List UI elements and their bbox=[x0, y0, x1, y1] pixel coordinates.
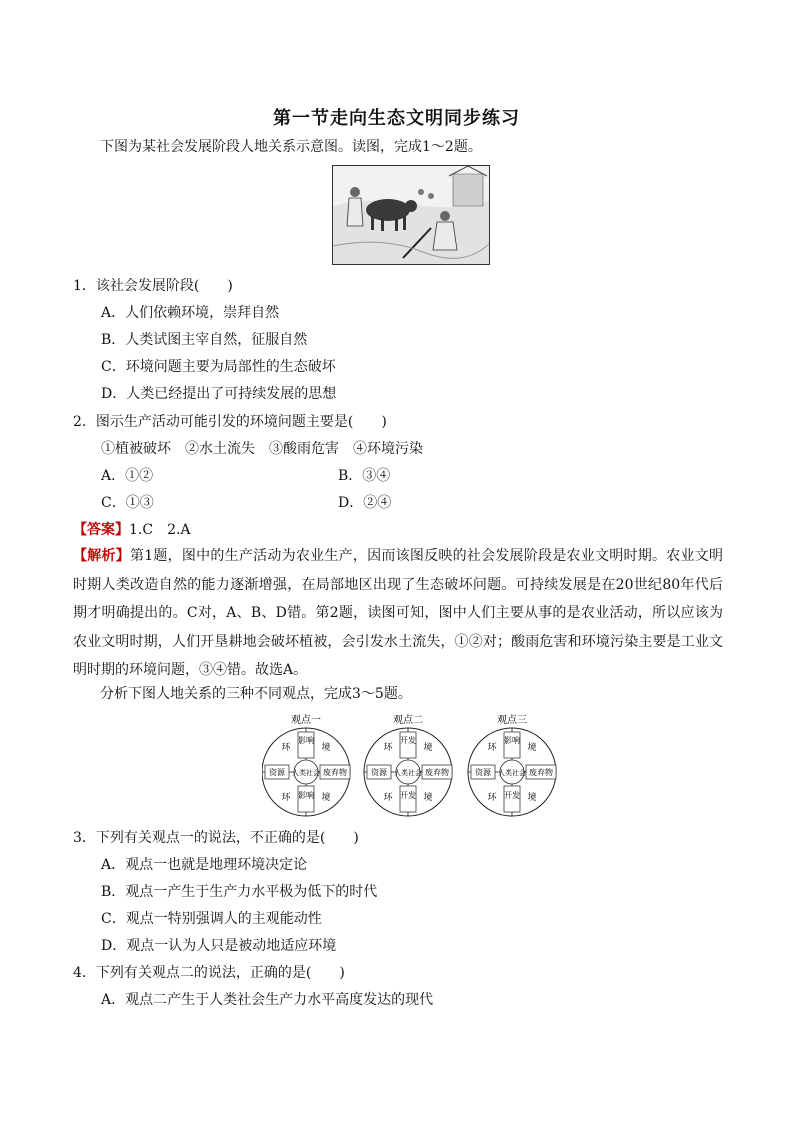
intro-2-text: 分析下图人地关系的三种不同观点，完成3～5题。 bbox=[100, 686, 412, 702]
analysis-text: 第1题，图中的生产活动为农业生产，因而该图反映的社会发展阶段是农业文明时期。农业文明时期人类改造自然的能力逐渐增强，在局部地区出现了生态破坏问题。可持续发展是在20世纪80年代后期才明确提出的。C对，A、B、D错。第2题，读图可知，图中人们主要从事的是农业活动，所以应该为农业文明时期，人们开垦耕地会破坏植被，会引发水土流失，①②对；酸雨危害和环境污染主要是工业文明时期的环境问题，③④错。故选A。 bbox=[73, 548, 724, 678]
diagram-2-env-tr: 境 bbox=[423, 743, 433, 753]
diagram-3-env-tl: 环 bbox=[487, 743, 497, 753]
answer-line bbox=[73, 521, 191, 539]
diagram-3-env-bl: 环 bbox=[487, 793, 497, 803]
diagram-2-env-br: 境 bbox=[423, 793, 433, 803]
viewpoint-diagram-2 bbox=[364, 713, 452, 816]
analysis-paragraph bbox=[73, 542, 723, 685]
question-1-stem: 1．该社会发展阶段( ) bbox=[73, 278, 233, 294]
diagram-1-env-bl: 环 bbox=[281, 793, 291, 803]
question-3-option-b: B．观点一产生于生产力水平极为低下的时代 bbox=[101, 884, 378, 900]
question-2-option-a: A．①② bbox=[101, 468, 154, 484]
diagram-2-env-bl: 环 bbox=[383, 793, 393, 803]
diagram-3-env-br: 境 bbox=[527, 793, 537, 803]
question-3-stem: 3．下列有关观点一的说法，不正确的是( ) bbox=[73, 830, 359, 846]
diagram-1-bottom: 影响 bbox=[298, 791, 314, 800]
diagram-2-right: 废弃物 bbox=[425, 768, 449, 777]
question-3-option-d: D．观点一认为人只是被动地适应环境 bbox=[101, 938, 337, 954]
diagram-2-left: 资源 bbox=[371, 768, 387, 777]
diagram-1-left: 资源 bbox=[269, 768, 285, 777]
question-4-option-a: A．观点二产生于人类社会生产力水平高度发达的现代 bbox=[101, 992, 434, 1008]
answer-tag: 【答案】 bbox=[73, 522, 129, 538]
diagram-1-title: 观点一 bbox=[291, 715, 321, 726]
diagram-1-right: 废弃物 bbox=[323, 768, 347, 777]
diagram-3-bottom: 开发 bbox=[504, 791, 520, 800]
intro-text: 下图为某社会发展阶段人地关系示意图。读图，完成1～2题。 bbox=[100, 139, 482, 155]
diagram-2-env-tl: 环 bbox=[383, 743, 393, 753]
diagram-1-env-tl: 环 bbox=[281, 743, 291, 753]
analysis-tag: 【解析】 bbox=[73, 548, 130, 564]
diagram-3-top: 影响 bbox=[504, 736, 520, 745]
answer-text: 1.C 2.A bbox=[129, 522, 191, 538]
diagram-3-title: 观点三 bbox=[497, 715, 527, 726]
question-2-items: ①植被破坏 ②水土流失 ③酸雨危害 ④环境污染 bbox=[101, 441, 423, 457]
question-1-option-a: A．人们依赖环境，崇拜自然 bbox=[101, 305, 280, 321]
diagram-3-left: 资源 bbox=[475, 768, 491, 777]
page-title: 第一节走向生态文明同步练习 bbox=[273, 108, 520, 129]
question-3-option-c: C．观点一特别强调人的主观能动性 bbox=[101, 911, 322, 927]
question-1-option-d: D．人类已经提出了可持续发展的思想 bbox=[101, 386, 337, 402]
viewpoint-diagrams bbox=[262, 712, 562, 822]
diagram-1-env-tr: 境 bbox=[321, 743, 331, 753]
viewpoint-diagram-1 bbox=[262, 713, 350, 816]
diagram-1-center: 人类社会 bbox=[292, 769, 320, 777]
diagram-2-center: 人类社会 bbox=[394, 769, 422, 777]
question-1-option-b: B．人类试图主宰自然，征服自然 bbox=[101, 332, 308, 348]
diagram-1-top: 影响 bbox=[298, 736, 314, 745]
question-1-option-c: C．环境问题主要为局部性的生态破坏 bbox=[101, 359, 336, 375]
farming-illustration bbox=[332, 165, 490, 265]
question-2-option-d: D．②④ bbox=[338, 495, 392, 511]
question-3-option-a: A．观点一也就是地理环境决定论 bbox=[101, 857, 308, 873]
diagram-3-center: 人类社会 bbox=[498, 769, 526, 777]
diagram-3-right: 废弃物 bbox=[529, 768, 553, 777]
diagram-1-env-br: 境 bbox=[321, 793, 331, 803]
question-2-option-b: B．③④ bbox=[338, 468, 391, 484]
question-2-option-c: C．①③ bbox=[101, 495, 154, 511]
diagram-2-top: 开发 bbox=[400, 736, 416, 745]
diagram-2-bottom: 开发 bbox=[400, 791, 416, 800]
diagram-2-title: 观点二 bbox=[393, 715, 423, 726]
viewpoint-diagram-3 bbox=[468, 713, 556, 816]
question-2-stem: 2．图示生产活动可能引发的环境问题主要是( ) bbox=[73, 414, 387, 430]
diagram-3-env-tr: 境 bbox=[527, 743, 537, 753]
question-4-stem: 4．下列有关观点二的说法，正确的是( ) bbox=[73, 965, 345, 981]
